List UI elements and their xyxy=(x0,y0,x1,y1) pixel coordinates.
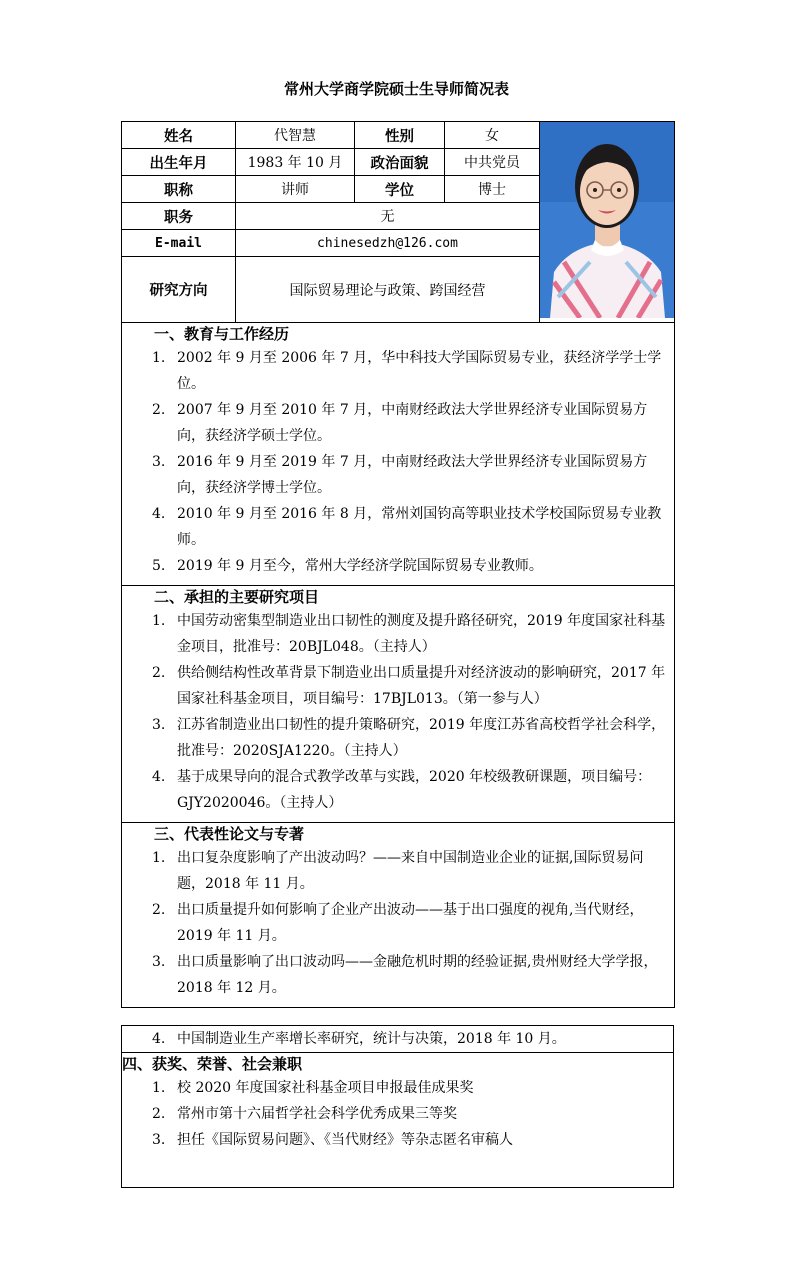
awards-section xyxy=(122,1053,674,1188)
papers-continued xyxy=(122,1026,674,1053)
list-item: 1. 校 2020 年度国家社科基金项目申报最佳成果奖 xyxy=(152,1080,474,1096)
list-item: 1. 中国劳动密集型制造业出口韧性的测度及提升路径研究，2019 年度国家社科基金项目，批准号：20BJL048。（主持人） xyxy=(152,613,666,655)
list-item: 4. 2010 年 9 月至 2016 年 8 月，常州刘国钧高等职业技术学校国际贸易专业教师。 xyxy=(152,506,662,548)
list-item: 1. 出口复杂度影响了产出波动吗？——来自中国制造业企业的证据,国际贸易问题，2018 年 11 月。 xyxy=(152,850,644,892)
profile-table xyxy=(121,121,675,1008)
political-value: 中共党员 xyxy=(445,149,540,176)
gender-label: 性别 xyxy=(355,122,445,149)
projects-section xyxy=(122,586,675,823)
list-item: 4. 基于成果导向的混合式教学改革与实践，2020 年校级教研课题，项目编号：GJY2020046。（主持人） xyxy=(152,769,652,811)
continuation-table xyxy=(121,1025,674,1188)
list-item: 3. 江苏省制造业出口韧性的提升策略研究，2019 年度江苏省高校哲学社会科学，批准号：2020SJA1220。（主持人） xyxy=(152,717,666,759)
position-value: 无 xyxy=(236,203,540,230)
list-item: 3. 担任《国际贸易问题》、《当代财经》等杂志匿名审稿人 xyxy=(152,1132,513,1148)
list-item: 5. 2019 年 9 月至今，常州大学经济学院国际贸易专业教师。 xyxy=(152,558,543,574)
degree-label: 学位 xyxy=(355,176,445,203)
title-label: 职称 xyxy=(122,176,236,203)
name-label: 姓名 xyxy=(122,122,236,149)
list-item: 2. 出口质量提升如何影响了企业产出波动——基于出口强度的视角,当代财经，2019 年 11 月。 xyxy=(152,902,644,944)
position-label: 职务 xyxy=(122,203,236,230)
papers-section xyxy=(122,823,675,1008)
list-item: 2. 供给侧结构性改革背景下制造业出口质量提升对经济波动的影响研究，2017 年国家社科基金项目，项目编号：17BJL013。（第一参与人） xyxy=(152,665,666,707)
email-value: chinesedzh@126.com xyxy=(236,230,540,257)
political-label: 政治面貌 xyxy=(355,149,445,176)
page-title: 常州大学商学院硕士生导师简况表 xyxy=(283,80,509,98)
education-list xyxy=(122,345,668,579)
list-item: 2. 2007 年 9 月至 2010 年 7 月，中南财经政法大学世界经济专业国际贸易方向，获经济学硕士学位。 xyxy=(152,402,648,444)
list-item: 4. 中国制造业生产率增长率研究，统计与决策，2018 年 10 月。 xyxy=(152,1031,566,1047)
list-item: 1. 2002 年 9 月至 2006 年 7 月，华中科技大学国际贸易专业，获经济学学士学位。 xyxy=(152,350,662,392)
birth-label: 出生年月 xyxy=(122,149,236,176)
name-value: 代智慧 xyxy=(236,122,355,149)
research-value: 国际贸易理论与政策、跨国经营 xyxy=(236,257,540,323)
papers-list xyxy=(122,845,668,1001)
portrait-image xyxy=(540,122,675,318)
projects-title: 二、承担的主要研究项目 xyxy=(154,588,320,606)
education-section xyxy=(122,323,675,586)
list-item: 3. 出口质量影响了出口波动吗——金融危机时期的经验证据,贵州财经大学学报，2018 年 12 月。 xyxy=(152,954,658,996)
research-label: 研究方向 xyxy=(122,257,236,323)
awards-title: 四、获奖、荣誉、社会兼职 xyxy=(122,1055,303,1073)
email-label: E-mail xyxy=(122,230,236,257)
projects-list xyxy=(122,608,668,816)
gender-value: 女 xyxy=(445,122,540,149)
papers-title: 三、代表性论文与专著 xyxy=(154,825,305,843)
portrait-photo xyxy=(540,122,675,323)
awards-list xyxy=(122,1075,667,1153)
title-value: 讲师 xyxy=(236,176,355,203)
education-title: 一、教育与工作经历 xyxy=(154,325,290,343)
list-item: 3. 2016 年 9 月至 2019 年 7 月，中南财经政法大学世界经济专业国际贸易方向，获经济学博士学位。 xyxy=(152,454,648,496)
degree-value: 博士 xyxy=(445,176,540,203)
birth-value: 1983 年 10 月 xyxy=(236,149,355,176)
papers-list-continued xyxy=(122,1026,667,1052)
list-item: 2. 常州市第十六届哲学社会科学优秀成果三等奖 xyxy=(152,1106,457,1122)
